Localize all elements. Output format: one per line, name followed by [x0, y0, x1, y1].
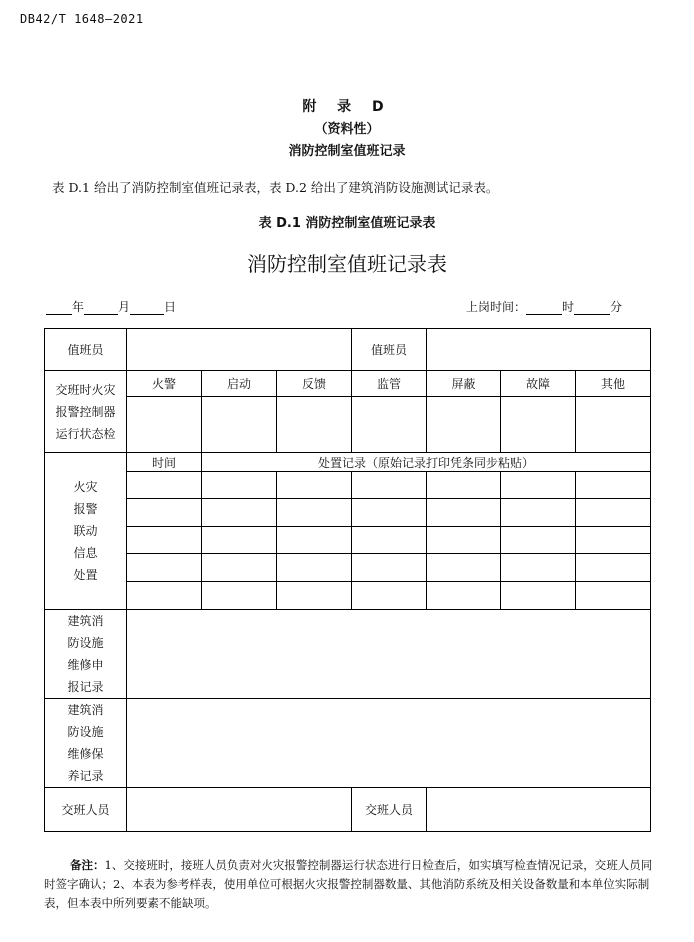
label-line: 养记录	[67, 769, 104, 783]
time-column-header: 时间	[127, 453, 202, 472]
remarks	[44, 856, 654, 913]
record-cell[interactable]	[501, 499, 576, 527]
status-col-other: 其他	[576, 371, 651, 397]
table-caption: 表 D.1 消防控制室值班记录表	[258, 216, 436, 231]
record-cell[interactable]	[427, 582, 501, 610]
repair-report-input[interactable]	[127, 610, 651, 699]
minute-blank[interactable]	[574, 302, 610, 315]
linkage-row	[45, 582, 651, 610]
status-cell[interactable]	[352, 397, 427, 453]
record-cell[interactable]	[427, 472, 501, 499]
duty-officer-input[interactable]	[127, 329, 352, 371]
record-cell[interactable]	[576, 554, 651, 582]
label-line: 报警控制器	[55, 404, 116, 419]
record-cell[interactable]	[352, 554, 427, 582]
status-col-fault: 故障	[501, 371, 576, 397]
label-line: 维修申	[67, 658, 104, 672]
record-cell[interactable]	[427, 554, 501, 582]
duty-officer-label-2: 值班员	[352, 329, 427, 371]
status-value-row	[45, 397, 651, 453]
time-cell[interactable]	[127, 582, 202, 610]
status-cell[interactable]	[427, 397, 501, 453]
hour-label: 时	[561, 300, 574, 314]
intro-paragraph: 表 D.1 给出了消防控制室值班记录表，表 D.2 给出了建筑消防设施测试记录表。	[52, 180, 499, 195]
duty-officer-input-2[interactable]	[427, 329, 651, 371]
minute-label: 分	[609, 300, 622, 314]
year-blank[interactable]	[46, 302, 72, 315]
label-line: 维修保	[67, 747, 104, 761]
linkage-row	[45, 472, 651, 499]
record-cell[interactable]	[202, 499, 277, 527]
record-cell[interactable]	[277, 472, 352, 499]
record-cell[interactable]	[202, 472, 277, 499]
month-label: 月	[118, 300, 131, 314]
controller-status-label	[45, 371, 127, 453]
status-col-feedback: 反馈	[277, 371, 352, 397]
label-line: 运行状态检	[55, 426, 116, 441]
label-line: 火灾	[73, 480, 98, 494]
record-cell[interactable]	[427, 527, 501, 554]
linkage-row	[45, 527, 651, 554]
status-cell[interactable]	[127, 397, 202, 453]
label-line: 防设施	[67, 636, 104, 650]
day-label: 日	[164, 300, 177, 314]
record-cell[interactable]	[576, 472, 651, 499]
time-cell[interactable]	[127, 499, 202, 527]
duty-officer-row	[45, 329, 651, 371]
linkage-row	[45, 499, 651, 527]
shift-time-label: 上岗时间：	[465, 300, 526, 314]
handover-input-2[interactable]	[427, 788, 651, 832]
duty-record-table	[44, 328, 651, 832]
record-cell[interactable]	[277, 527, 352, 554]
record-cell[interactable]	[501, 582, 576, 610]
repair-report-row	[45, 610, 651, 699]
status-col-start: 启动	[202, 371, 277, 397]
status-cell[interactable]	[277, 397, 352, 453]
month-blank[interactable]	[84, 302, 118, 315]
day-blank[interactable]	[130, 302, 164, 315]
status-col-shield: 屏蔽	[427, 371, 501, 397]
record-cell[interactable]	[352, 527, 427, 554]
form-title: 消防控制室值班记录表	[247, 252, 447, 276]
record-cell[interactable]	[501, 527, 576, 554]
linkage-handling-label	[45, 453, 127, 610]
record-cell[interactable]	[352, 499, 427, 527]
annex-type: （资料性）	[314, 122, 380, 137]
time-cell[interactable]	[127, 554, 202, 582]
label-line: 联动	[73, 524, 98, 538]
maintenance-row	[45, 699, 651, 788]
annex-title: 附 录 D	[302, 99, 392, 115]
status-col-supervision: 监管	[352, 371, 427, 397]
label-line: 建筑消	[67, 614, 104, 628]
handover-label: 交班人员	[45, 788, 127, 832]
standard-number: DB42/T 1648—2021	[20, 12, 144, 26]
maintenance-label	[45, 699, 127, 788]
status-cell[interactable]	[202, 397, 277, 453]
record-cell[interactable]	[501, 472, 576, 499]
record-cell[interactable]	[352, 582, 427, 610]
label-line: 处置	[73, 568, 98, 582]
shift-time-line	[466, 298, 622, 315]
record-cell[interactable]	[576, 527, 651, 554]
status-cell[interactable]	[501, 397, 576, 453]
duty-officer-label: 值班员	[45, 329, 127, 371]
status-header-row	[45, 371, 651, 397]
record-cell[interactable]	[277, 554, 352, 582]
record-cell[interactable]	[427, 499, 501, 527]
time-cell[interactable]	[127, 472, 202, 499]
status-col-fire-alarm: 火警	[127, 371, 202, 397]
record-cell[interactable]	[202, 582, 277, 610]
year-label: 年	[72, 300, 85, 314]
annex-name: 消防控制室值班记录	[288, 144, 406, 159]
record-cell[interactable]	[202, 554, 277, 582]
record-cell[interactable]	[576, 582, 651, 610]
repair-report-label	[45, 610, 127, 699]
handover-label-2: 交班人员	[352, 788, 427, 832]
record-cell[interactable]	[576, 499, 651, 527]
label-line: 信息	[73, 546, 98, 560]
linkage-row	[45, 554, 651, 582]
record-cell[interactable]	[501, 554, 576, 582]
record-cell[interactable]	[277, 499, 352, 527]
linkage-header-row	[45, 453, 651, 472]
hour-blank[interactable]	[526, 302, 562, 315]
record-cell[interactable]	[202, 527, 277, 554]
handover-input[interactable]	[127, 788, 352, 832]
label-line: 报记录	[67, 680, 104, 694]
record-cell[interactable]	[277, 582, 352, 610]
label-line: 建筑消	[67, 703, 104, 717]
time-cell[interactable]	[127, 527, 202, 554]
date-line	[46, 298, 176, 315]
label-line: 防设施	[67, 725, 104, 739]
label-line: 交班时火灾	[55, 382, 116, 397]
record-column-header: 处置记录（原始记录打印凭条同步粘贴）	[202, 453, 651, 472]
maintenance-input[interactable]	[127, 699, 651, 788]
remarks-label: 备注：	[70, 858, 105, 872]
remarks-text: 1、交接班时，接班人员负责对火灾报警控制器运行状态进行日检查后，如实填写检查情况记录，交班人员同时签字确认；2、本表为参考样表，使用单位可根据火灾报警控制器数量、其他消防系统及相关设备数量和本单位实际制表，但本表中所列要素不能缺项。	[44, 858, 653, 910]
status-cell[interactable]	[576, 397, 651, 453]
label-line: 报警	[73, 502, 98, 516]
record-cell[interactable]	[352, 472, 427, 499]
handover-row	[45, 788, 651, 832]
